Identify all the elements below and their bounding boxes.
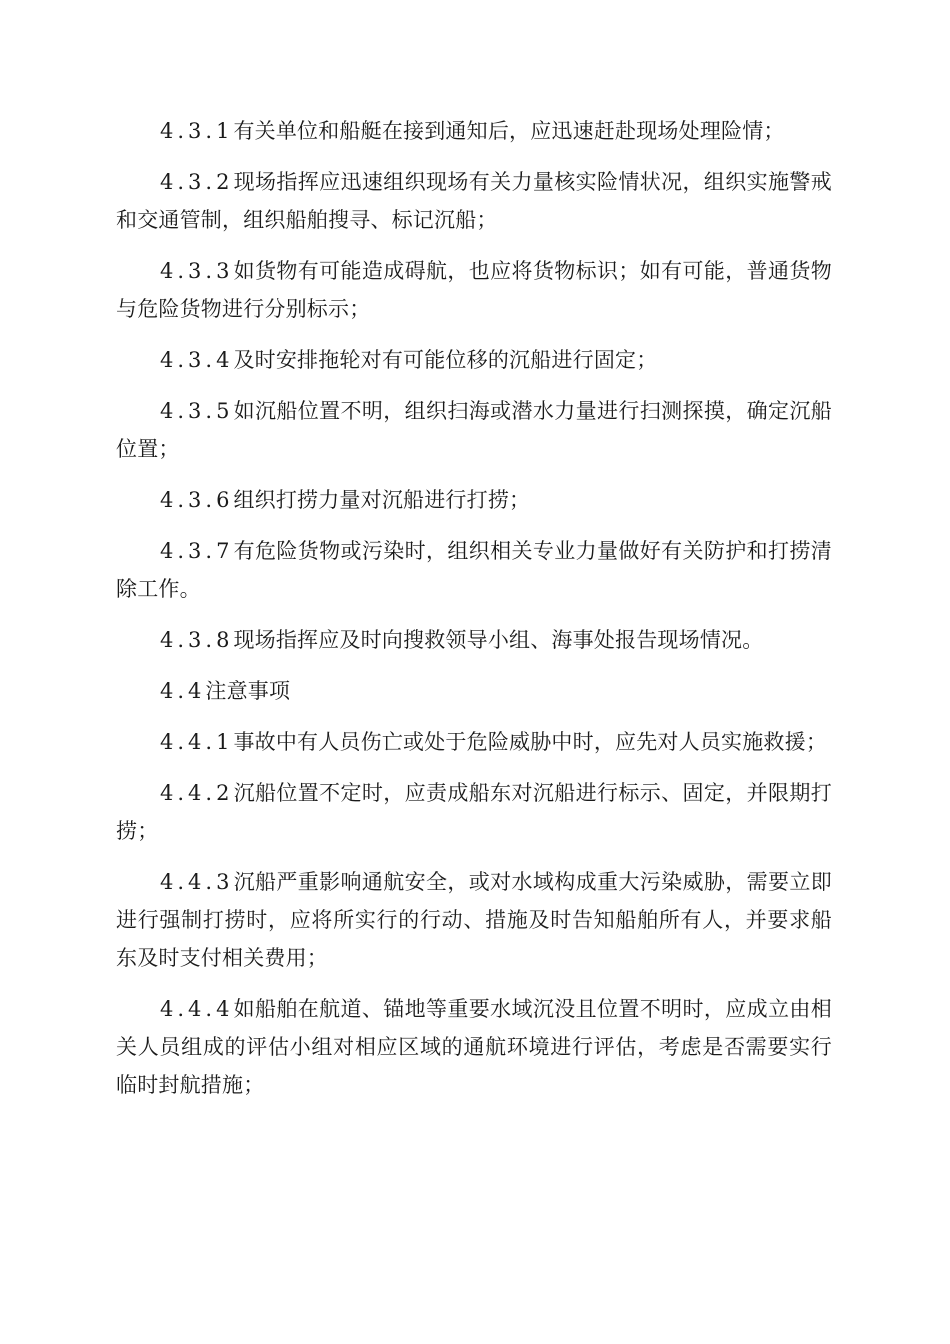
paragraph-text: 现场指挥应及时向搜救领导小组、海事处报告现场情况。 — [233, 628, 764, 652]
section-number: 4.4.4 — [160, 997, 234, 1021]
paragraph-text: 及时安排拖轮对有可能位移的沉船进行固定； — [233, 348, 658, 372]
paragraph-4-3-4 — [116, 341, 832, 379]
document-body — [116, 112, 832, 1117]
paragraph-4-3-7 — [116, 532, 832, 608]
section-number: 4.3.5 — [160, 399, 234, 423]
paragraph-4-4-1 — [116, 723, 832, 761]
paragraph-4-3-1 — [116, 112, 832, 150]
section-number: 4.4.1 — [160, 730, 234, 754]
section-number: 4.3.7 — [160, 539, 234, 563]
section-number: 4.3.4 — [160, 348, 234, 372]
section-number: 4.4 — [160, 679, 206, 703]
section-number: 4.3.1 — [160, 119, 234, 143]
paragraph-4-3-5 — [116, 392, 832, 468]
paragraph-4-3-2 — [116, 163, 832, 239]
paragraph-text: 如沉船位置不明，组织扫海或潜水力量进行扫测探摸，确定沉船位置； — [116, 399, 832, 461]
paragraph-text: 有危险货物或污染时，组织相关专业力量做好有关防护和打捞清除工作。 — [116, 539, 832, 601]
paragraph-text: 事故中有人员伤亡或处于危险威胁中时，应先对人员实施救援； — [233, 730, 828, 754]
paragraph-4-4-3 — [116, 863, 832, 977]
section-number: 4.4.3 — [160, 870, 234, 894]
paragraph-text: 有关单位和船艇在接到通知后，应迅速赶赴现场处理险情； — [233, 119, 785, 143]
section-number: 4.4.2 — [160, 781, 234, 805]
section-number: 4.3.6 — [160, 488, 234, 512]
section-number: 4.3.8 — [160, 628, 234, 652]
paragraph-4-3-8 — [116, 621, 832, 659]
paragraph-4-3-3 — [116, 252, 832, 328]
paragraph-text: 沉船位置不定时，应责成船东对沉船进行标示、固定，并限期打捞； — [116, 781, 832, 843]
paragraph-4-4-2 — [116, 774, 832, 850]
section-number: 4.3.3 — [160, 259, 234, 283]
paragraph-text: 如船舶在航道、锚地等重要水域沉没且位置不明时，应成立由相关人员组成的评估小组对相应区域的通航环境进行评估，考虑是否需要实行临时封航措施； — [116, 997, 832, 1097]
section-heading-4-4 — [116, 672, 832, 710]
paragraph-text: 现场指挥应迅速组织现场有关力量核实险情状况，组织实施警戒和交通管制，组织船舶搜寻、标记沉船； — [116, 170, 832, 232]
section-number: 4.3.2 — [160, 170, 234, 194]
section-heading-text: 注意事项 — [205, 679, 291, 703]
paragraph-text: 如货物有可能造成碍航，也应将货物标识；如有可能，普通货物与危险货物进行分别标示； — [116, 259, 832, 321]
paragraph-text: 组织打捞力量对沉船进行打捞； — [233, 488, 531, 512]
paragraph-4-3-6 — [116, 481, 832, 519]
paragraph-text: 沉船严重影响通航安全，或对水域构成重大污染威胁，需要立即进行强制打捞时，应将所实行的行动、措施及时告知船舶所有人，并要求船东及时支付相关费用； — [116, 870, 832, 970]
paragraph-4-4-4 — [116, 990, 832, 1104]
